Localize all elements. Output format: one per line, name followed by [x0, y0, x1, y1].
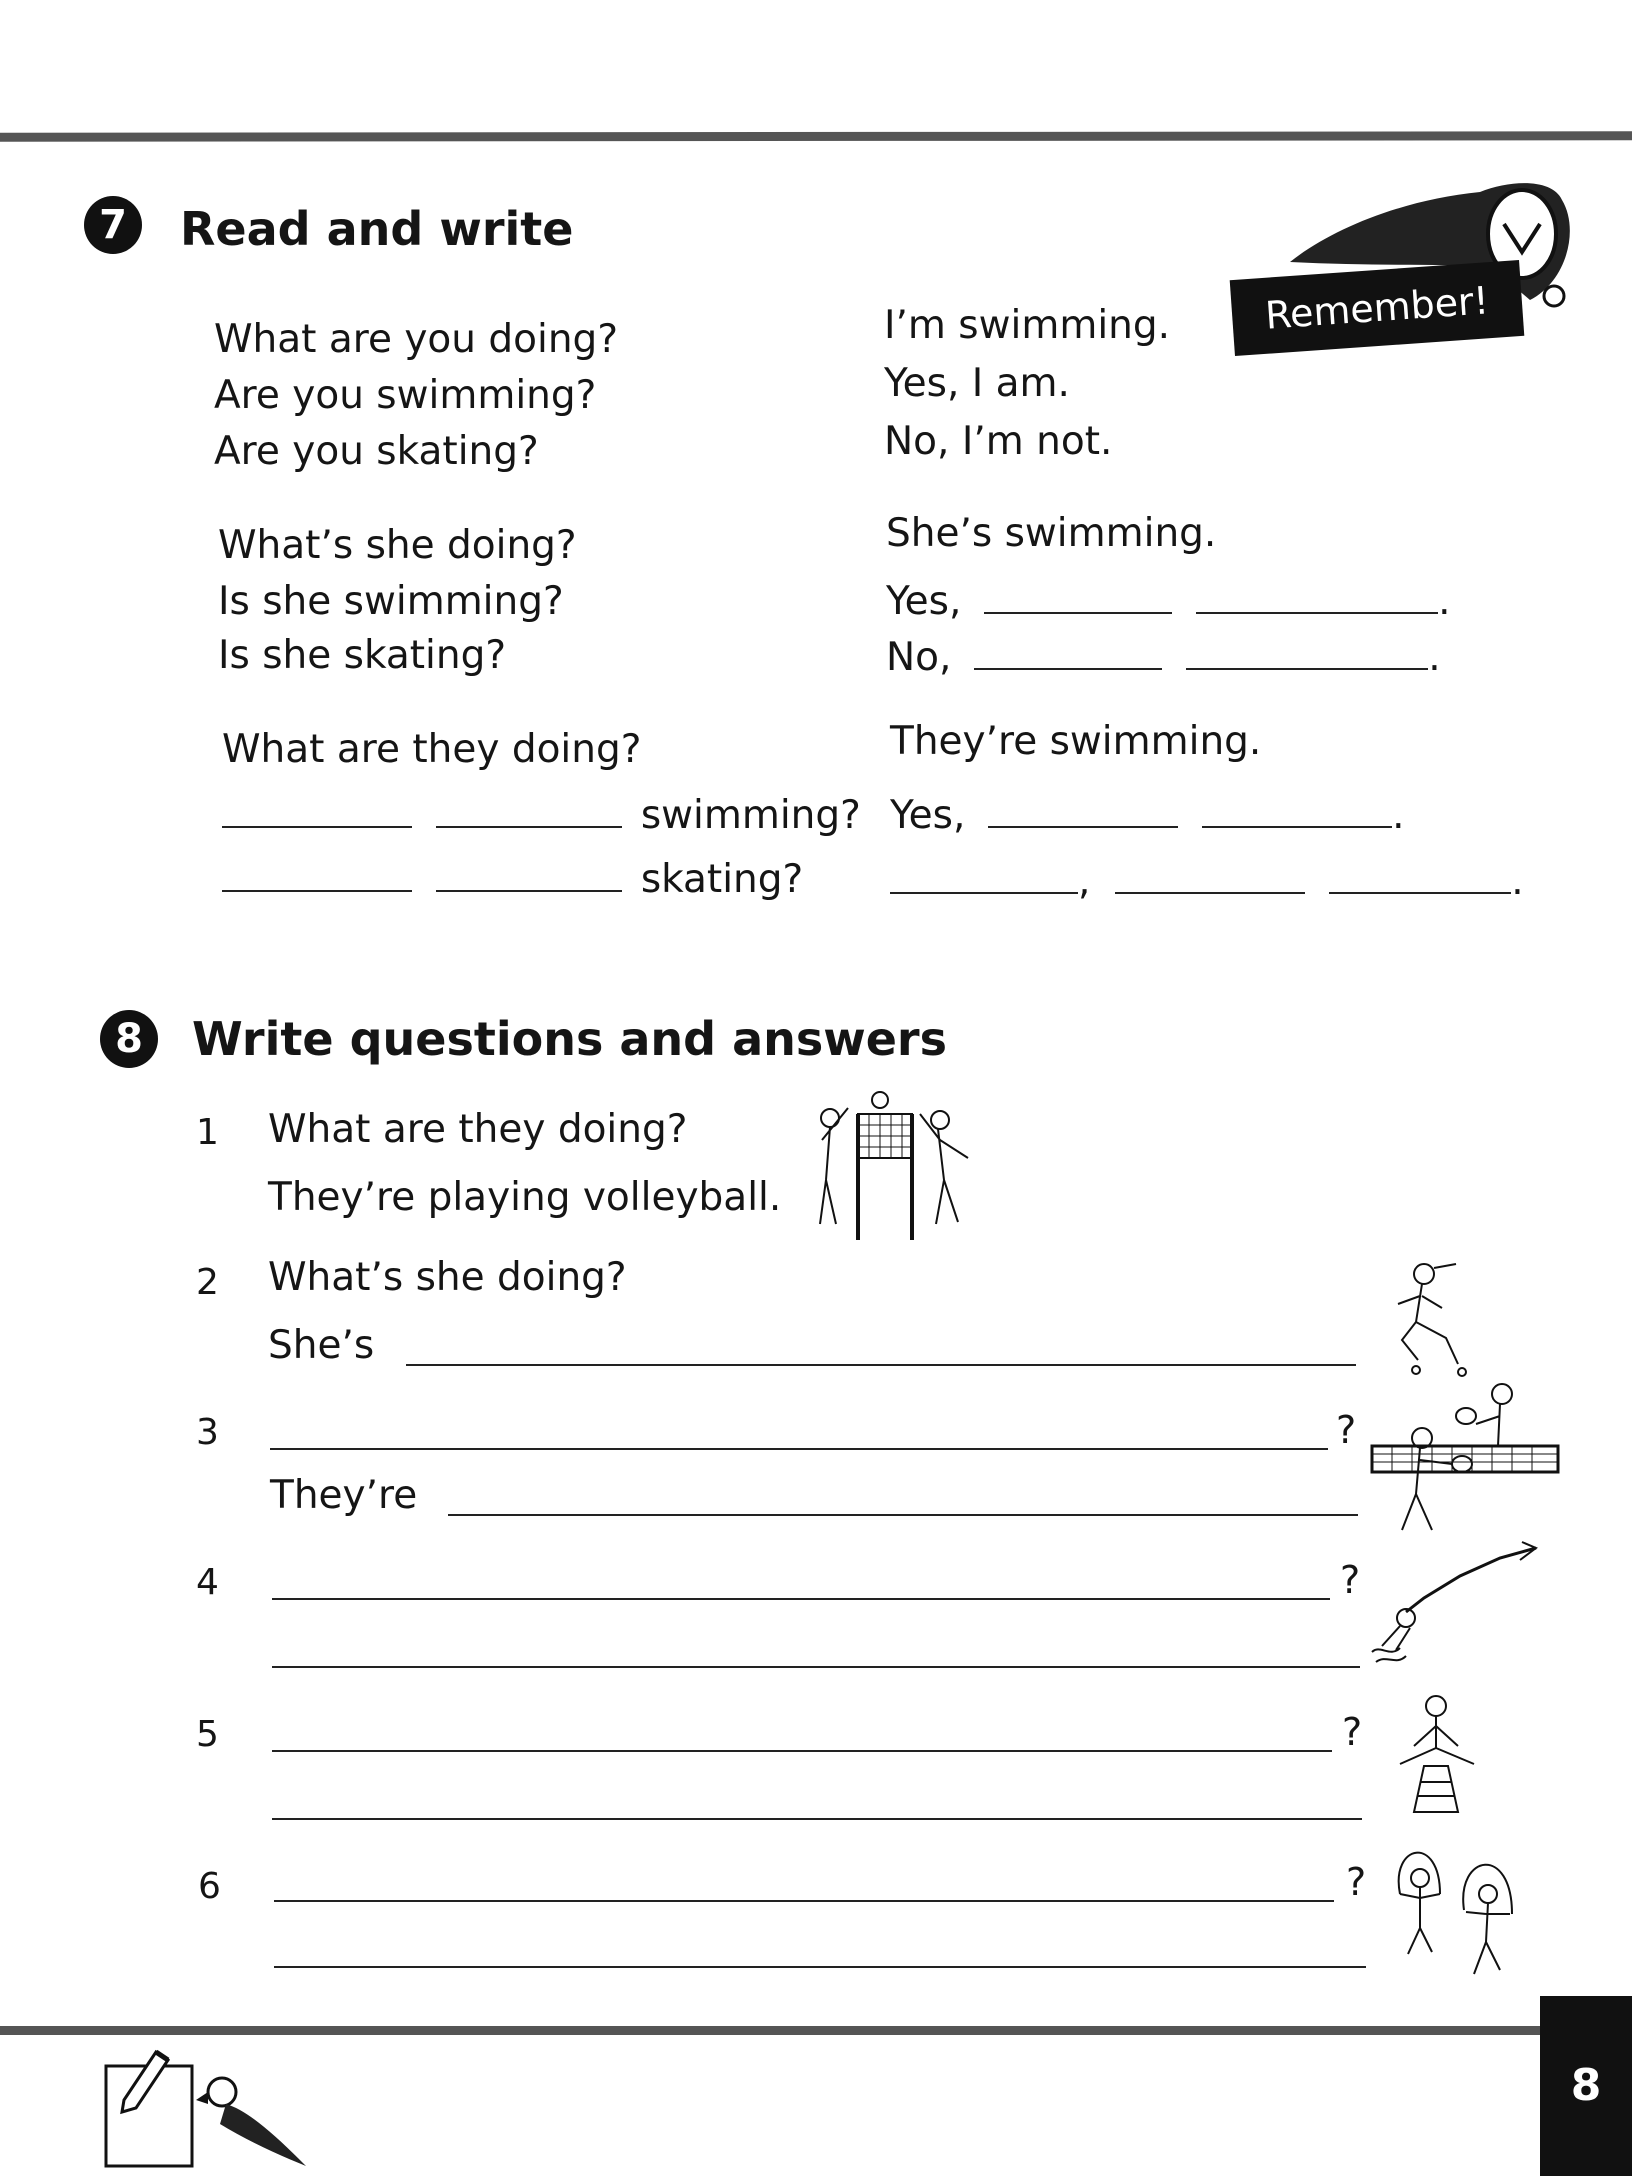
answer-write-line[interactable]	[274, 1966, 1366, 1968]
diving-icon	[1370, 1540, 1540, 1670]
answer-write-line[interactable]	[406, 1364, 1356, 1366]
answer-prefix: No,	[886, 635, 952, 680]
question-blank[interactable]	[222, 790, 412, 828]
question-write-line[interactable]	[272, 1750, 1332, 1752]
comma: ,	[1078, 859, 1091, 904]
item-number: 2	[196, 1262, 219, 1303]
section-8-number: 8	[100, 1010, 158, 1068]
question-line	[222, 854, 804, 902]
answer-line	[890, 790, 1405, 838]
item-question: What are they doing?	[268, 1107, 688, 1152]
item-answer-prefix: She’s	[268, 1323, 375, 1368]
question-mark: ?	[1342, 1710, 1363, 1754]
question-line: What are they doing?	[222, 727, 642, 772]
question-line	[222, 790, 861, 838]
tennis-icon	[1372, 1380, 1562, 1540]
item-number: 6	[198, 1866, 221, 1907]
question-write-line[interactable]	[274, 1900, 1334, 1902]
answer-line: They’re swimming.	[890, 719, 1262, 764]
question-mark: ?	[1336, 1408, 1357, 1452]
item-number: 1	[196, 1112, 219, 1153]
answer-blank[interactable]	[974, 632, 1162, 670]
vaulting-icon	[1380, 1690, 1490, 1820]
question-line: What’s she doing?	[218, 523, 577, 568]
question-blank[interactable]	[436, 790, 622, 828]
answer-prefix: Yes,	[886, 579, 962, 624]
answer-line: Yes, I am.	[884, 361, 1070, 406]
top-rule	[0, 131, 1632, 141]
question-line: Are you skating?	[214, 429, 539, 474]
answer-blank[interactable]	[1329, 856, 1511, 894]
period: .	[1438, 579, 1451, 624]
question-blank[interactable]	[222, 854, 412, 892]
question-line: Are you swimming?	[214, 373, 597, 418]
section-8-title: Write questions and answers	[192, 1012, 948, 1066]
skipping-icon	[1380, 1824, 1530, 2004]
item-number: 5	[196, 1714, 219, 1755]
remember-label: Remember!	[1230, 260, 1525, 356]
item-answer: They’re playing volleyball.	[268, 1175, 782, 1220]
answer-blank[interactable]	[890, 856, 1078, 894]
question-line: Is she swimming?	[218, 579, 564, 624]
question-write-line[interactable]	[270, 1448, 1328, 1450]
answer-line: She’s swimming.	[886, 511, 1217, 556]
question-blank[interactable]	[436, 854, 622, 892]
answer-line	[886, 632, 1441, 680]
answer-prefix: Yes,	[890, 793, 966, 838]
answer-write-line[interactable]	[272, 1818, 1362, 1820]
question-suffix: skating?	[640, 857, 804, 902]
period: .	[1392, 793, 1405, 838]
answer-blank[interactable]	[1186, 632, 1428, 670]
answer-write-line[interactable]	[448, 1514, 1358, 1516]
parrot-icon	[186, 2070, 316, 2170]
question-suffix: swimming?	[640, 793, 861, 838]
answer-blank[interactable]	[988, 790, 1178, 828]
answer-write-line[interactable]	[272, 1666, 1360, 1668]
question-mark: ?	[1340, 1558, 1361, 1602]
answer-line	[890, 856, 1524, 904]
item-number: 3	[196, 1412, 219, 1453]
rollerskating-icon	[1372, 1260, 1482, 1380]
question-mark: ?	[1346, 1860, 1367, 1904]
answer-blank[interactable]	[1115, 856, 1305, 894]
question-write-line[interactable]	[272, 1598, 1330, 1600]
answer-blank[interactable]	[1202, 790, 1392, 828]
period: .	[1511, 859, 1524, 904]
answer-line: I’m swimming.	[884, 303, 1171, 348]
item-question: What’s she doing?	[268, 1255, 627, 1300]
answer-line: No, I’m not.	[884, 419, 1113, 464]
section-7-title: Read and write	[180, 202, 574, 256]
bottom-rule	[0, 2026, 1540, 2035]
section-7-number: 7	[84, 196, 142, 254]
answer-blank[interactable]	[984, 576, 1172, 614]
answer-line	[886, 576, 1451, 624]
question-line: What are you doing?	[214, 317, 619, 362]
page-number: 8	[1540, 1996, 1632, 2176]
period: .	[1428, 635, 1441, 680]
item-number: 4	[196, 1562, 219, 1603]
question-line: Is she skating?	[218, 633, 507, 678]
answer-blank[interactable]	[1196, 576, 1438, 614]
item-answer-prefix: They’re	[270, 1473, 418, 1518]
volleyball-icon	[808, 1084, 988, 1244]
